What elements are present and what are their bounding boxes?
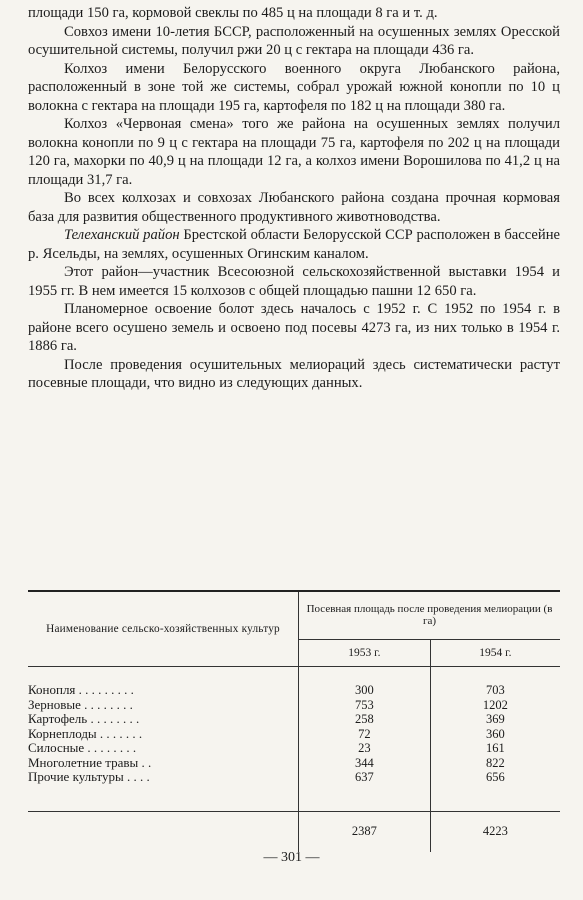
crop-area-table <box>28 590 560 852</box>
table-row <box>28 698 560 713</box>
paragraph-rest: Брестской области Белорусской ССР расположен в бассейне р. Ясельды, на землях, осушенных Огинским каналом. <box>28 227 560 262</box>
value-1953: 300 <box>299 683 431 698</box>
column-header-crop: Наименование сельско-хозяйственных культур <box>28 591 299 667</box>
value-1954: 360 <box>430 727 560 742</box>
table-row <box>28 770 560 785</box>
paragraph: Колхоз имени Белорусского военного округа Любанского района, расположенный в зоне той же системы, собрал урожай южной конопли по 10 ц волокна с гектара на площади 195 га, картофеля по 182 ц на площади 380 га. <box>28 60 560 114</box>
paragraph: Этот район—участник Всесоюзной сельскохозяйственной выставки 1954 и 1955 гг. В нем имеется 15 колхозов с общей площадью пашни 12 650 га. <box>28 264 560 299</box>
value-1953: 258 <box>299 712 431 727</box>
value-1954: 656 <box>430 770 560 785</box>
page-number: — 301 — <box>263 850 320 865</box>
table-row <box>28 756 560 771</box>
crop-name: Многолетние травы . . <box>28 754 152 770</box>
value-1953: 637 <box>299 770 431 785</box>
crop-name: Картофель . . . . . . . . <box>28 711 140 726</box>
paragraph: После проведения осушительных мелиораций здесь систематически растут посевные площади, что видно из следующих данных. <box>28 356 560 391</box>
value-1954: 1202 <box>430 698 560 713</box>
column-header-1954: 1954 г. <box>430 639 560 666</box>
table-row <box>28 683 560 698</box>
value-1954: 822 <box>430 756 560 771</box>
crop-name: Прочие культуры . . . . <box>28 769 150 784</box>
total-row <box>28 811 560 852</box>
italic-heading: Телеханский район <box>64 227 180 243</box>
paragraph: Планомерное освоение болот здесь началось с 1952 г. С 1952 по 1954 г. в районе всего осушено земель и освоено под посевы 4273 га, из них только в 1954 г. 1886 га. <box>28 301 560 354</box>
paragraph-telekhany <box>28 226 560 263</box>
crop-name: Зерновые . . . . . . . . <box>28 696 133 712</box>
value-1953: 72 <box>299 727 431 742</box>
value-1954: 369 <box>430 712 560 727</box>
table-row <box>28 741 560 756</box>
value-1953: 344 <box>299 756 431 771</box>
table-row <box>28 712 560 727</box>
table-row <box>28 727 560 742</box>
value-1954: 703 <box>430 683 560 698</box>
paragraph: Во всех колхозах и совхозах Любанского района создана прочная кормовая база для развития общественного продуктивного животноводства. <box>28 190 560 225</box>
crop-name: Конопля . . . . . . . . . <box>28 682 134 697</box>
value-1954: 161 <box>430 741 560 756</box>
crop-name: Силосные . . . . . . . . <box>28 740 137 755</box>
column-header-area: Посевная площадь после проведения мелиорации (в га) <box>299 591 561 639</box>
body-text <box>28 4 560 393</box>
total-1954: 4223 <box>430 811 560 852</box>
paragraph: Колхоз «Червоная смена» того же района на осушенных землях получил волокна конопли по 9 ц с гектара на площади 75 га, картофеля по 202 ц на площади 120 га, махорки по 40,9 ц на площади 12 га, а колхоз имени Ворошилова по 41,2 ц на площади 31,7 га. <box>28 116 560 188</box>
value-1953: 23 <box>299 741 431 756</box>
column-header-1953: 1953 г. <box>299 639 431 666</box>
paragraph: Совхоз имени 10-летия БССР, расположенный на осушенных землях Оресской осушительной системы, получил ржи 20 ц с гектара на площади 436 га. <box>28 23 560 58</box>
crop-name: Корнеплоды . . . . . . . <box>28 725 143 741</box>
total-1953: 2387 <box>299 811 431 852</box>
paragraph: площади 150 га, кормовой свеклы по 485 ц на площади 8 га и т. д. <box>28 5 438 21</box>
value-1953: 753 <box>299 698 431 713</box>
